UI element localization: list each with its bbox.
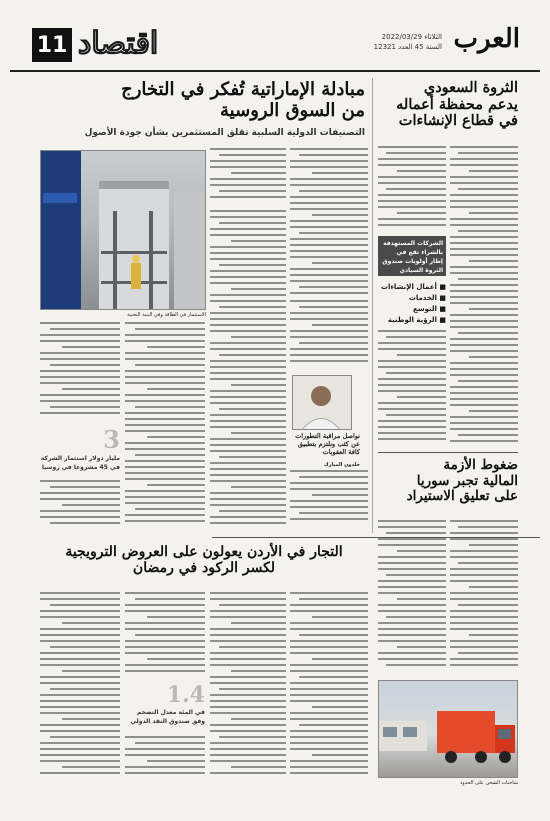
main-body-col5 <box>290 470 368 530</box>
syria-headline-line3: على تعليق الاستيراد <box>406 488 518 505</box>
saudi-headline <box>378 80 518 130</box>
syria-photo <box>378 680 518 778</box>
gas-facility-illustration <box>40 151 205 310</box>
main-body-col3 <box>210 210 286 530</box>
page-number: 11 <box>32 28 72 62</box>
saudi-body-col3 <box>378 330 446 446</box>
jordan-top-rule <box>212 537 540 538</box>
main-photo-caption: الاستثمار في الطاقة وفي البنية التحتية <box>127 312 206 318</box>
saudi-headline-line1: الثروة السعودي <box>423 79 518 96</box>
saudi-box-text: الشركات المستهدفة بالشراء تقع في إطار أولويات صندوق الثروة السيادي <box>382 240 443 274</box>
portrait-caption: خلدون المبارك <box>324 462 360 468</box>
jordan-body-col1 <box>290 592 368 782</box>
syria-body-col1 <box>450 520 518 670</box>
jordan-body-col2 <box>210 592 286 782</box>
main-body-col1 <box>290 148 368 298</box>
main-body-col4 <box>290 300 368 370</box>
jordan-headline <box>40 544 368 576</box>
jordan-headline-line2: لكسر الركود في رمضان <box>132 560 276 577</box>
syria-body-col2 <box>378 520 446 670</box>
saudi-body-col1 <box>450 146 518 446</box>
syria-headline-line1: ضغوط الأزمة <box>443 457 518 473</box>
saudi-bullets <box>378 282 446 326</box>
main-headline <box>40 80 365 121</box>
newspaper-logo: العرب <box>453 24 520 54</box>
jordan-stat-text: في المئة معدل التضخم وفق صندوق النقد الدولي <box>130 709 205 725</box>
saudi-headline-line3: في قطاع الإنشاءات <box>398 112 518 130</box>
main-stat-box <box>40 425 120 475</box>
main-body-col8 <box>40 480 120 530</box>
saudi-bullet-1: ■ أعمال الإنشاءات <box>380 283 446 291</box>
syria-top-rule <box>378 452 518 453</box>
syria-photo-caption: شاحنات الشحن على الحدود <box>460 780 518 786</box>
section-title: اقتصاد <box>78 26 159 61</box>
portrait-photo <box>292 375 352 430</box>
jordan-headline-line1: التجار في الأردن يعولون على العروض الترويجية <box>65 544 343 560</box>
main-body-col7 <box>40 322 120 422</box>
jordan-stat-box <box>125 682 205 732</box>
main-headline-line1: مبادلة الإماراتية تُفكر في التخارج <box>121 79 365 100</box>
saudi-body-col2 <box>378 146 446 232</box>
main-photo <box>40 150 206 310</box>
saudi-bullet-3: ■ التوسع <box>412 305 446 313</box>
person-icon <box>292 376 351 430</box>
column-divider <box>372 78 373 533</box>
syria-headline <box>378 458 518 505</box>
issue-number: السنة 45 العدد 12321 <box>373 43 442 51</box>
issue-info <box>374 32 442 52</box>
saudi-bullet-2: ■ الخدمات <box>408 294 446 302</box>
main-stat-number: 3 <box>103 425 120 454</box>
saudi-headline-line2: يدعم محفظة أعماله <box>396 95 518 113</box>
main-pullquote: نواصل مراقبة التطورات عن كثب ونلتزم بتطبيق كافة العقوبات <box>295 432 360 457</box>
main-body-col6 <box>125 322 205 530</box>
main-stat-text: مليار دولار استثمار الشركة في 45 مشروعا في روسيا <box>40 455 120 471</box>
main-headline-line2: من السوق الروسية <box>220 99 365 121</box>
main-body-col2 <box>210 148 286 204</box>
main-subhead: التصنيفات الدولية السلبية تقلق المستثمرين بشأن جودة الأصول <box>84 128 365 138</box>
saudi-bullet-4: ■ الرؤية الوطنية <box>387 316 446 324</box>
jordan-body-col5 <box>40 592 120 782</box>
masthead-rule <box>10 70 540 72</box>
saudi-highlight-box <box>378 236 446 276</box>
jordan-body-col4 <box>125 736 205 782</box>
syria-headline-line2: المالية تجبر سوريا <box>416 472 518 489</box>
truck-illustration <box>378 681 517 778</box>
jordan-body-col3 <box>125 592 205 680</box>
jordan-stat-number: 1.4 <box>166 682 205 708</box>
issue-date: الثلاثاء 2022/03/29 <box>381 33 442 41</box>
